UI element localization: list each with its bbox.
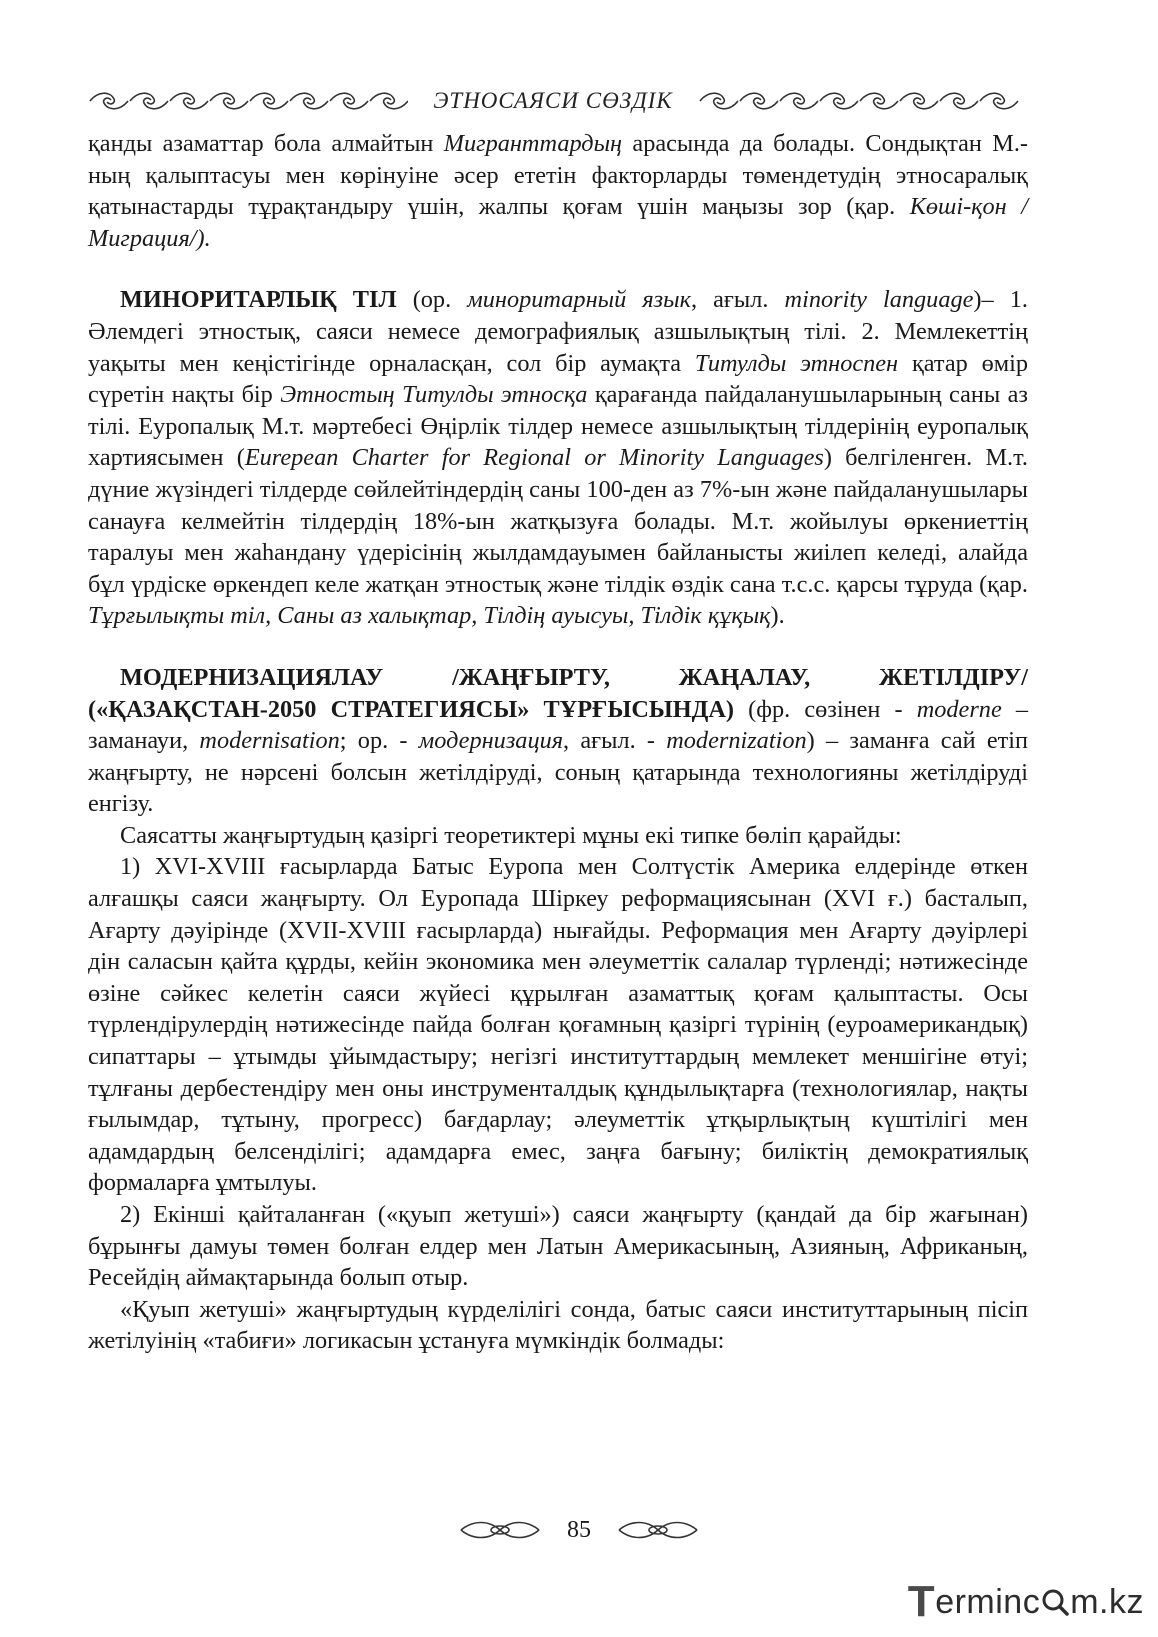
italic-text: модернизация xyxy=(418,727,564,755)
text-run: )– 1. Әлемдегі этностық, саяси немесе демографиялық азшылықтың тілі. 2. Мемлекеттің уақыты мен кеңістігінде орналасқан, сол бір аумақта xyxy=(88,286,1028,377)
text-run: , ағыл. xyxy=(690,286,785,314)
italic-text: moderne xyxy=(916,695,1002,723)
text-run: қарағанда пайдаланушыларының саны аз тілі. Еуропалық М.т. мәртебесі Өңірлік тілдер немесе азшылықтың тілдерінің еуропалық хартиясымен ( xyxy=(88,381,1029,472)
text-run: қатар өмір сүретін нақты бір xyxy=(88,349,1028,409)
watermark-text-part1: erminc xyxy=(935,1582,1041,1621)
text-run: , ағыл. - xyxy=(563,727,667,755)
text-run: 1) XVI-XVIII ғасырларда Батыс Еуропа мен Солтүстік Америка елдерінде өткен алғашқы саяси жаңғырту. Ол Еуропада Шіркеу реформациясынан (XVI ғ.) басталып, Ағарту дәуірінде (XVII-XVIII ғасырларда) нығайды. Реформация мен Ағарту дәуірлері дін саласын қайта құрды, кейін экономика мен әлеуметтік салалар түрленді; нәтижесінде өзіне сәйкес келетін саяси жүйесі құрылған азаматтық қоғам қалыптасты. Осы түрлендірулердің нәтижесінде пайда болған қоғамның қазіргі түрінің (еуроамерикандық) сипаттары – ұтымды ұйымдастыру; негізгі институттардың мемлекет меншігіне өтуі; тұлғаны дербестендіру мен оны инструменталдық құндылықтарға (технологиялар, нақты ғылымдар, тұтыну, прогресс) бағдарлау; әлеуметтік ұтқырлықтың күштілігі мен адамдардың белсенділігі; адамдарға емес, заңға бағыну; биліктің демократиялық формаларға ұмтылуы. xyxy=(88,853,1028,1197)
header-ornament-right-icon xyxy=(698,89,1028,113)
running-header xyxy=(88,86,1028,116)
page-footer xyxy=(0,1510,1158,1550)
paragraph-types-intro xyxy=(88,820,1028,852)
text-run: ) – заманға сай етіп жаңғырту, не нәрсені болсын жетілдіруді, соның қатарында технологияны жетілдіруді енгізу. xyxy=(88,727,1029,818)
paragraph-second-modernization xyxy=(88,1199,1028,1294)
italic-text: modernisation xyxy=(199,727,340,755)
header-title: ЭТНОСАЯСИ СӨЗДІК xyxy=(433,88,673,113)
italic-text: minority language xyxy=(784,286,974,314)
italic-text: миноритарный язык xyxy=(467,286,691,314)
text-run: (ор. xyxy=(396,286,468,314)
italic-text: Титулды этноспен xyxy=(694,349,899,377)
text-run: қанды азаматтар бола алмайтын xyxy=(88,130,444,157)
page-number: 85 xyxy=(567,1516,591,1543)
text-run: ) белгіленген. М.т. дүние жүзіндегі тілдерде сөйлейтіндердің саны 100-ден аз 7%-ын және пайдаланушылары санауға келмейтін тілдердің 18%-ын жатқызуға болады. М.т. жойылуы өркениеттің таралуы мен жаһандану үдерісінің жылдамдауымен байланысты жиілеп келеді, алайда бұл үрдіске өркендеп келе жатқан этностық және тілдік өздік сана т.с.с. қарсы тұруда (қар. xyxy=(88,444,1028,598)
entry-term: МОДЕРНИЗАЦИЯЛАУ /ЖАҢҒЫРТУ, ЖАҢАЛАУ, ЖЕТІЛДІРУ/ («ҚАЗАҚСТАН-2050 СТРАТЕГИЯСЫ» ТҰРҒЫСЫНДА) xyxy=(88,663,1028,723)
italic-text: Тұрғылықты тіл, Саны аз халықтар, Тілдің ауысуы, Тілдік құқық xyxy=(88,602,771,630)
entry-term: МИНОРИТАРЛЫҚ ТІЛ xyxy=(120,286,397,314)
italic-text: Этностың Титулды этносқа xyxy=(280,381,588,409)
paragraph-first-modernization xyxy=(88,851,1028,1199)
italic-text: Мигранттардың xyxy=(443,130,623,157)
italic-text: modernization xyxy=(666,727,807,755)
site-watermark xyxy=(908,1575,1144,1629)
footer-flourish-left-icon xyxy=(459,1518,541,1542)
text-run: – заманауи, xyxy=(88,695,1028,755)
text-run: 2) Екінші қайталанған («қуып жетуші») саяси жаңғырту (қандай да бір жағынан) бұрынғы дамуы төмен болған елдер мен Латын Америкасының, Азияның, Африканың, Ресейдің аймақтарында болып отыр. xyxy=(88,1201,1028,1292)
entry-modernization xyxy=(88,662,1028,820)
text-run: ; ор. - xyxy=(339,727,419,755)
paragraph-continuation xyxy=(88,128,1028,254)
magnifier-icon xyxy=(1040,1587,1070,1617)
text-run: Саясатты жаңғыртудың қазіргі теоретиктері мұны екі типке бөліп қарайды: xyxy=(120,821,902,849)
header-ornament-left-icon xyxy=(88,89,408,113)
italic-text: Eurepean Charter for Regional or Minority Languages xyxy=(244,444,824,472)
entry-minority-language xyxy=(88,284,1028,632)
text-run: ). xyxy=(770,602,785,630)
text-run: «Қуып жетуші» жаңғыртудың күрделілігі сонда, батыс саяси институттарының пісіп жетілуінің «табиғи» логикасын ұстануға мүмкіндік болмады: xyxy=(88,1295,1028,1355)
text-run: арасында да болады. Сондықтан М.-ның қалыптасуы мен көрінуіне әсер ететін факторларды төмендетудің этносаралық қатынастарды тұрақтандыру үшін, жалпы қоғам үшін маңызы зор (қар. xyxy=(88,130,1029,221)
watermark-t-letter: T xyxy=(907,1577,936,1626)
watermark-text-part2: m.kz xyxy=(1070,1582,1144,1621)
paragraph-catching-up xyxy=(88,1294,1028,1357)
page-content xyxy=(88,128,1028,1357)
italic-text: Көші-қон /Миграция/). xyxy=(88,193,1029,252)
text-run: (фр. сөзінен - xyxy=(734,695,917,723)
footer-flourish-right-icon xyxy=(617,1518,699,1542)
